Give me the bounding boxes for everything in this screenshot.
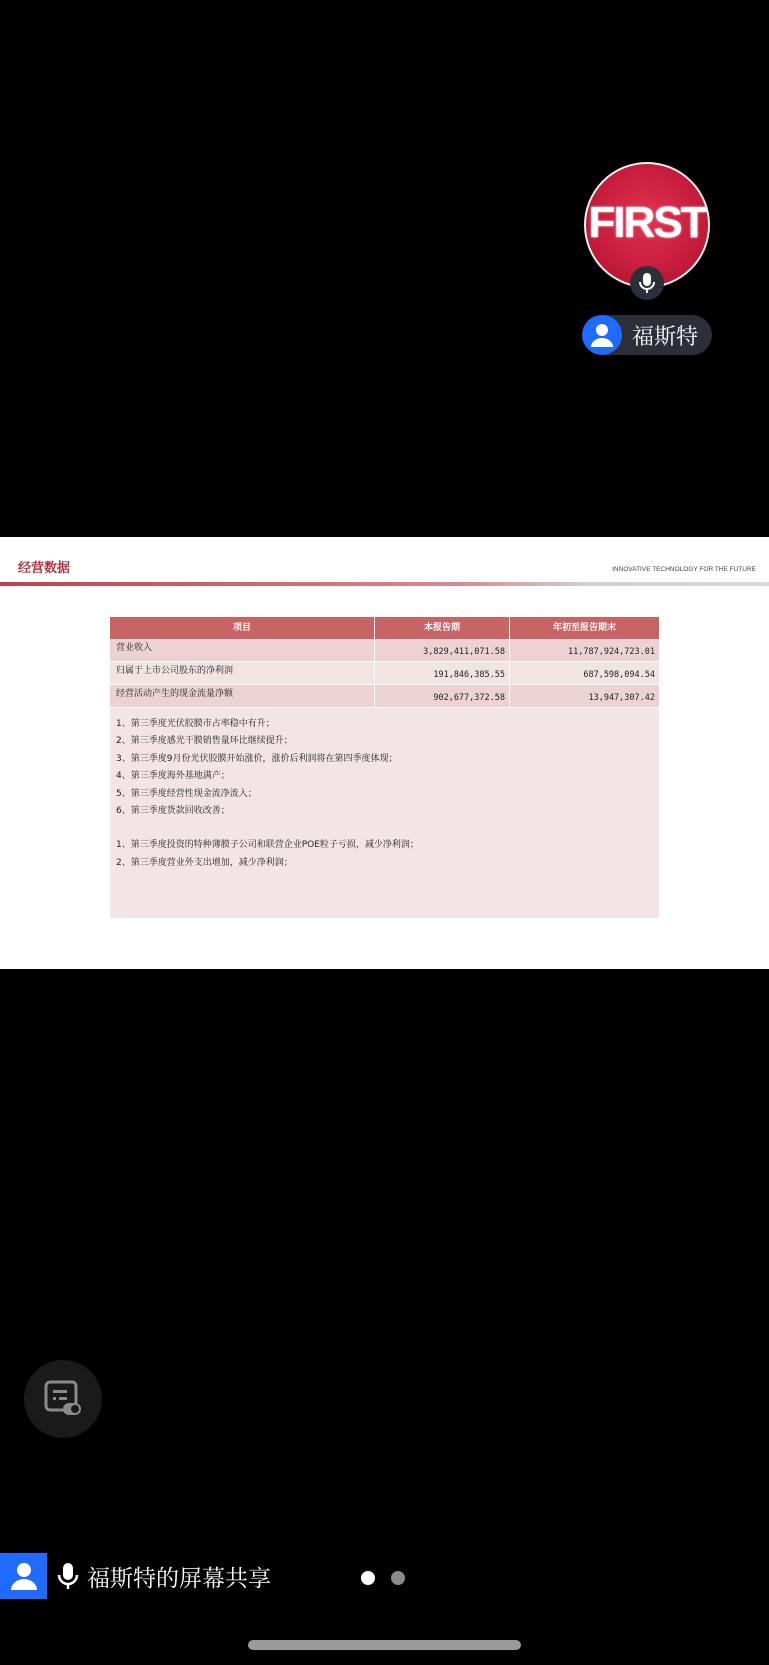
screen-share-label: 福斯特的屏幕共享 [87,1565,271,1592]
note-line: 6、第三季度货款回收改善； [116,805,230,816]
subtitle-icon [43,1379,83,1419]
note-line: 1、第三季度投资的特种薄膜子公司和联营企业POE粒子亏损，减少净利润； [116,840,419,851]
screen-share-bar[interactable] [0,1553,300,1599]
mic-icon [57,1562,79,1590]
page-dot[interactable] [391,1571,405,1585]
home-indicator[interactable] [248,1640,521,1650]
table-row [110,639,659,662]
note-line: 2、第三季度营业外支出增加，减少净利润； [116,857,293,868]
page-dot-active[interactable] [361,1571,375,1585]
row-ytd: 13,947,307.42 [510,685,659,708]
table-row [110,662,659,685]
notes-panel [110,708,659,918]
person-icon [0,1553,47,1599]
row-current: 902,677,372.58 [375,685,510,708]
row-item: 经营活动产生的现金流量净额 [110,685,375,708]
note-line: 3、第三季度9月份光伏胶膜开始涨价，涨价后利润将在第四季度体现； [116,753,398,764]
note-spacer [116,820,653,837]
note-line: 2、第三季度感光干膜销售量环比继续提升； [116,736,293,747]
presenter-name: 福斯特 [632,324,699,350]
slide-title: 经营数据 [18,561,71,576]
table-row [110,685,659,708]
header-cell: 项目 [110,617,375,639]
table-header-row [110,617,659,639]
subtitle-chat-button[interactable] [24,1360,102,1438]
header-cell: 本报告期 [375,617,510,639]
operating-data-table [110,617,659,918]
presenter-mic-icon [630,266,664,300]
note-line: 4、第三季度海外基地满产； [116,771,230,782]
note-line: 5、第三季度经营性现金流净流入； [116,788,257,799]
presenter-avatar-container [584,162,710,288]
person-icon [582,315,622,355]
row-current: 3,829,411,071.58 [375,639,510,662]
avatar-logo-text: FIRST [588,198,706,247]
header-cell: 年初至报告期末 [510,617,659,639]
presenter-name-pill [582,315,712,355]
note-line: 1、第三季度光伏胶膜市占率稳中有升； [116,719,275,729]
row-ytd: 687,598,094.54 [510,662,659,685]
shared-screen-slide [0,537,769,969]
title-divider [0,582,769,586]
row-ytd: 11,787,924,723.01 [510,639,659,662]
row-item: 归属于上市公司股东的净利润 [110,662,375,685]
slide-tagline: INNOVATIVE TECHNOLOGY FOR THE FUTURE [612,566,756,573]
row-current: 191,846,385.55 [375,662,510,685]
page-indicator[interactable] [361,1571,405,1585]
row-item: 营业收入 [110,639,375,662]
